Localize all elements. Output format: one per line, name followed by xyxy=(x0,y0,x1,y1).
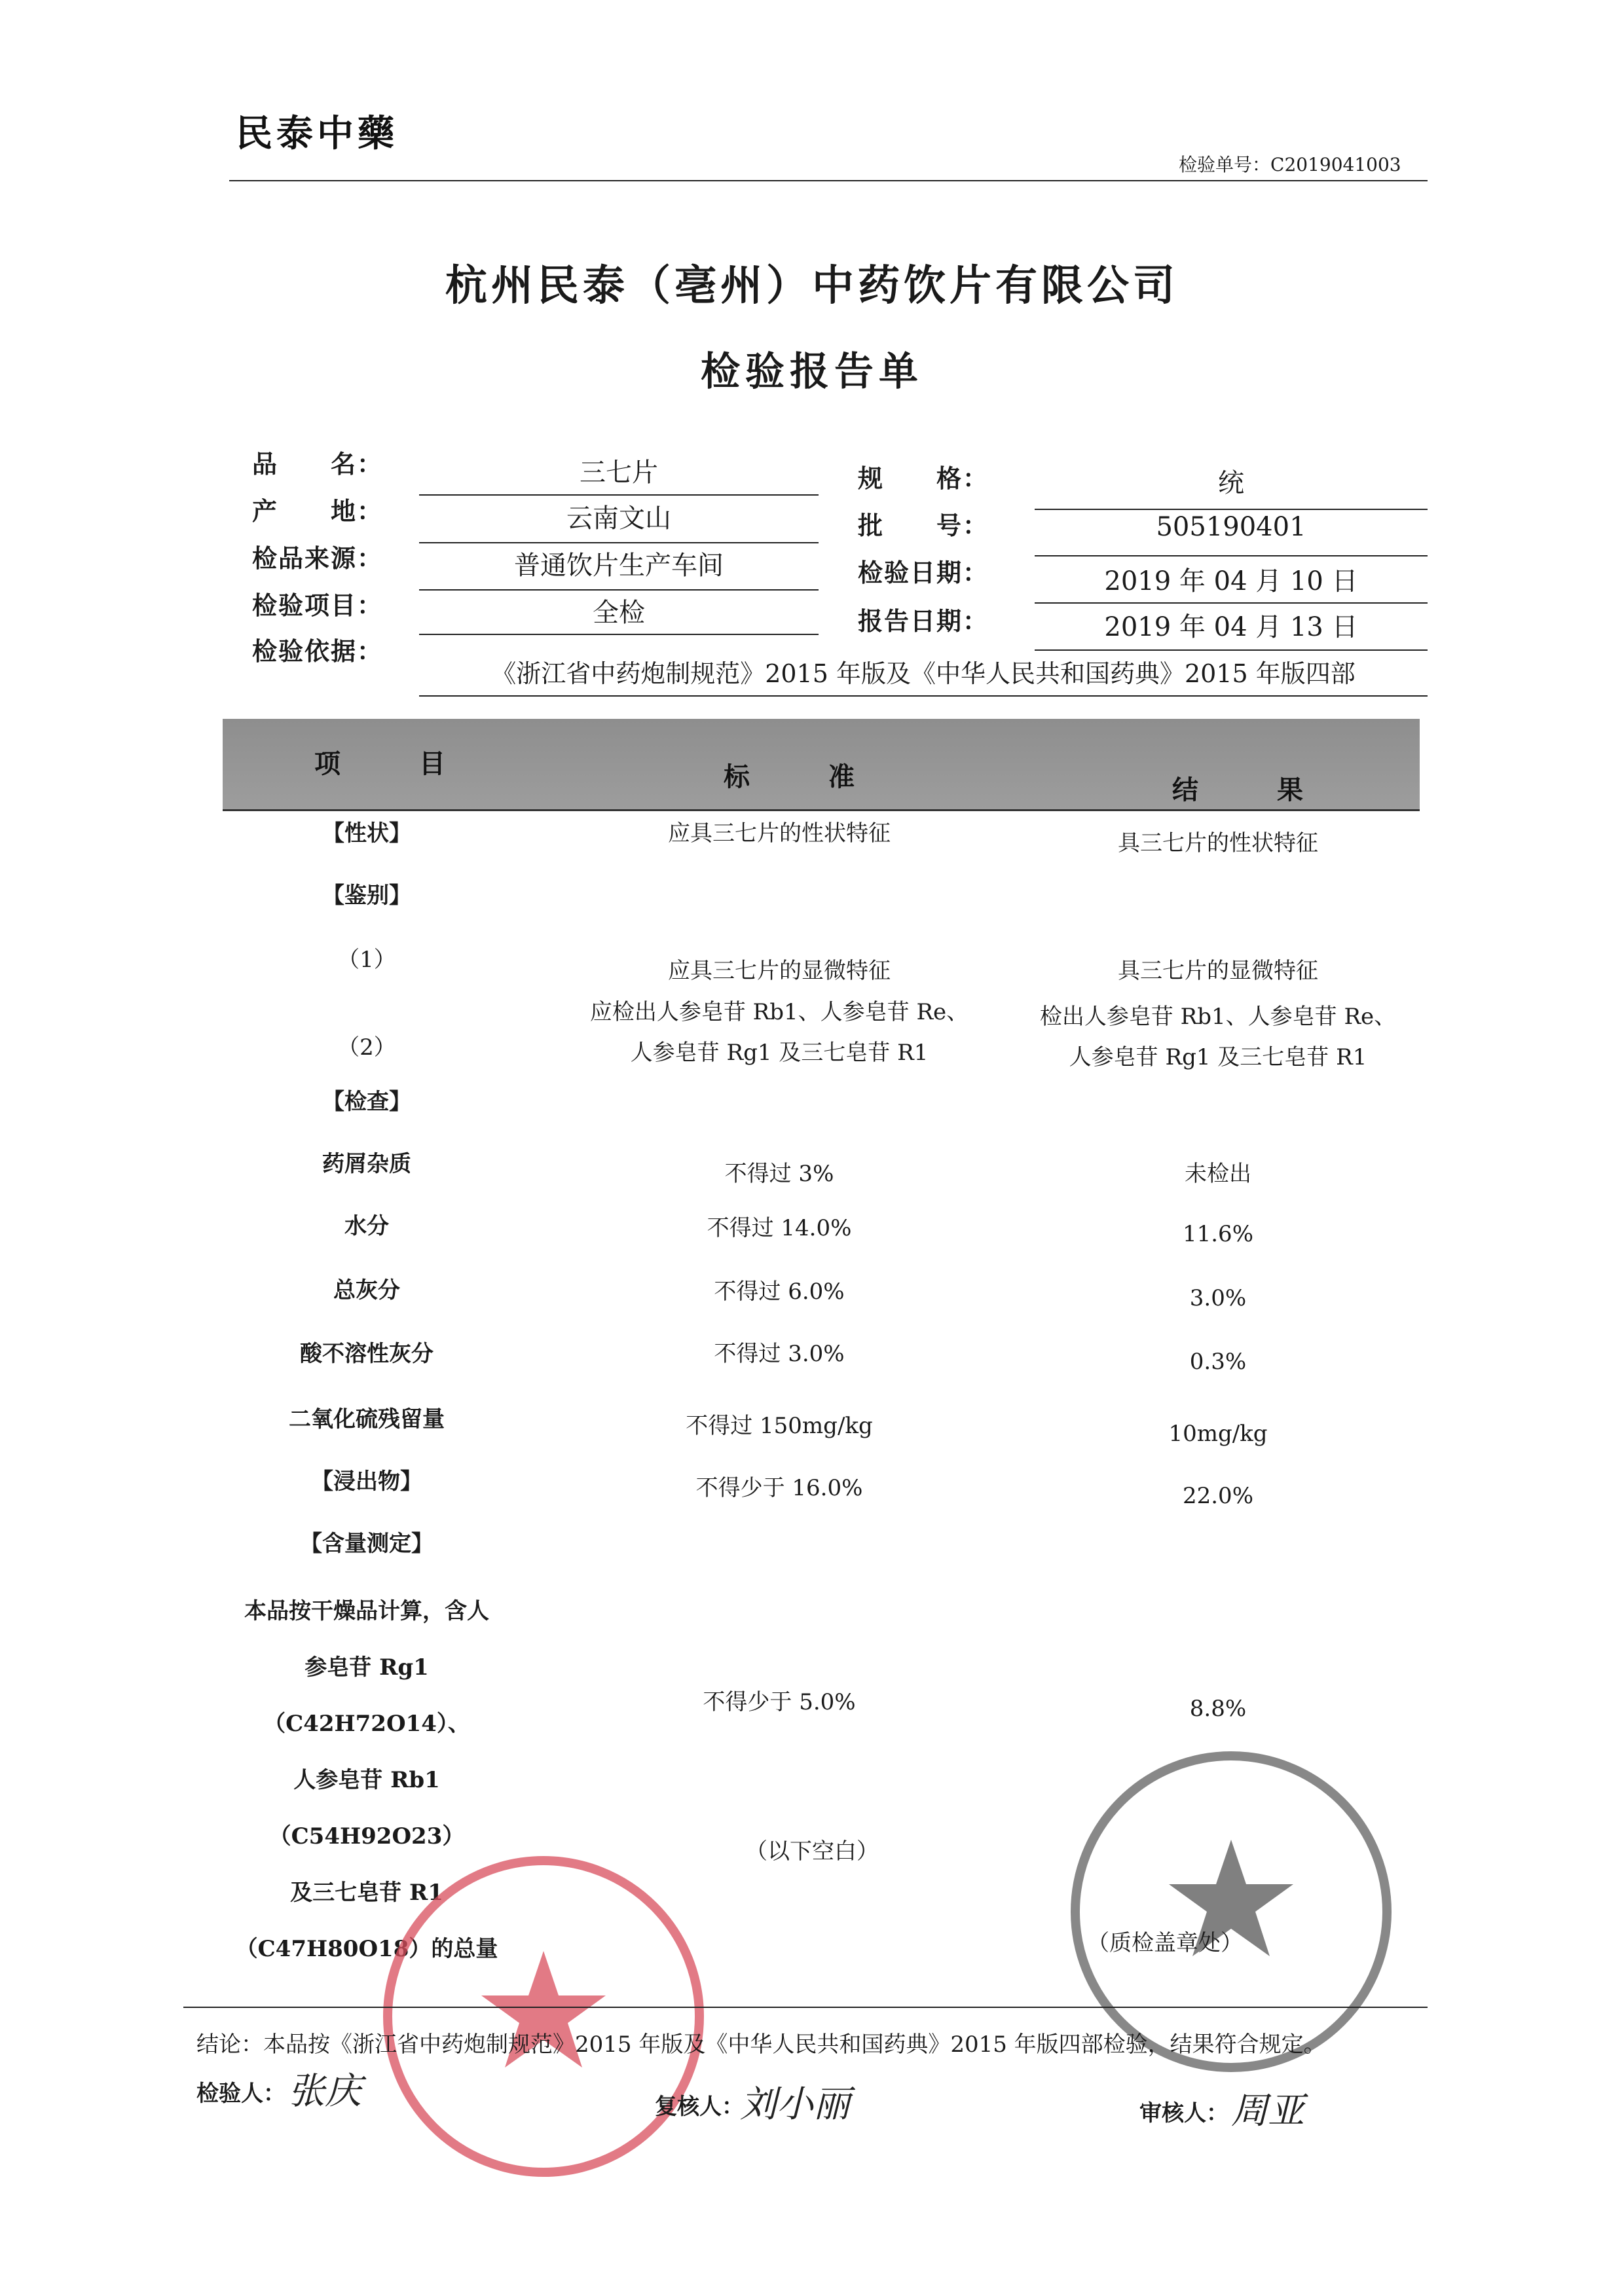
identify-label: 【鉴别】 xyxy=(322,883,411,909)
report-number xyxy=(1179,151,1401,177)
origin-label: 产 地： xyxy=(252,496,384,526)
origin-underline xyxy=(419,542,819,543)
assay-desc-line1: 本品按干燥品计算，含人 xyxy=(244,1598,489,1624)
document-title: 检验报告单 xyxy=(701,349,923,395)
batch-value: 505190401 xyxy=(1156,512,1306,542)
debris-result: 未检出 xyxy=(1185,1161,1251,1187)
spec-value: 统 xyxy=(1218,468,1244,498)
assay-label: 【含量测定】 xyxy=(300,1531,434,1557)
id2-standard xyxy=(530,992,1028,1073)
character-standard: 应具三七片的性状特征 xyxy=(668,820,891,847)
character-label: 【性状】 xyxy=(322,820,411,847)
footer-rule xyxy=(183,2007,1428,2008)
spec-label: 规 格： xyxy=(858,464,989,493)
item-underline xyxy=(419,634,819,635)
assay-desc-line2: 参皂苷 Rg1（C42H72O14）、 xyxy=(263,1654,470,1737)
so2-result: 10mg/kg xyxy=(1168,1421,1268,1447)
debris-label: 药屑杂质 xyxy=(322,1151,411,1177)
extract-result: 22.0% xyxy=(1182,1483,1253,1509)
product-name-label: 品 名： xyxy=(252,449,384,479)
test-date-label: 检验日期： xyxy=(858,558,989,587)
extract-standard: 不得少于 16.0% xyxy=(695,1475,863,1501)
so2-standard: 不得过 150mg/kg xyxy=(686,1413,873,1439)
ash-standard: 不得过 6.0% xyxy=(714,1279,845,1305)
water-label: 水分 xyxy=(344,1213,389,1239)
id2-result-line2: 人参皂苷 Rg1 及三七皂苷 R1 xyxy=(1069,1044,1367,1070)
acid-ash-label: 酸不溶性灰分 xyxy=(300,1341,434,1367)
id2-result-line1: 检出人参皂苷 Rb1、人参皂苷 Re、 xyxy=(1039,1004,1397,1030)
source-label: 检品来源： xyxy=(252,543,384,573)
report-number-value: C2019041003 xyxy=(1270,154,1401,175)
basis-label: 检验依据： xyxy=(252,636,384,666)
spec-underline xyxy=(1035,509,1428,510)
item-label: 检验项目： xyxy=(252,591,384,620)
debris-standard: 不得过 3% xyxy=(724,1161,834,1187)
header-rule xyxy=(229,180,1428,181)
assay-desc-line5: （C47H80O18）的总量 xyxy=(235,1936,498,1962)
origin-value: 云南文山 xyxy=(566,503,671,534)
id1-label: （1） xyxy=(337,947,396,973)
report-date-label: 报告日期： xyxy=(858,606,989,636)
report-date-underline xyxy=(1035,649,1428,651)
assay-desc-line4: 及三七皂苷 R1 xyxy=(290,1880,443,1906)
item-value: 全检 xyxy=(593,598,645,628)
approver-signature: 周亚 xyxy=(1231,2090,1304,2132)
batch-underline xyxy=(1035,555,1428,556)
assay-standard: 不得少于 5.0% xyxy=(703,1689,856,1715)
report-number-label: 检验单号： xyxy=(1179,154,1271,175)
red-quality-stamp xyxy=(373,1846,714,2187)
id2-standard-line1: 应检出人参皂苷 Rb1、人参皂苷 Re、 xyxy=(589,999,969,1025)
character-result: 具三七片的性状特征 xyxy=(1118,830,1318,856)
assay-desc-line3: 人参皂苷 Rb1（C54H92O23） xyxy=(268,1767,465,1850)
inspector-signature: 张庆 xyxy=(288,2070,361,2113)
id2-label: （2） xyxy=(337,1034,396,1061)
reviewer-signature: 刘小丽 xyxy=(740,2083,850,2126)
extract-label: 【浸出物】 xyxy=(311,1468,422,1495)
test-date-value: 2019 年 04 月 10 日 xyxy=(1104,566,1358,596)
reviewer-label: 复核人： xyxy=(655,2094,744,2120)
batch-label: 批 号： xyxy=(858,511,989,540)
inspector-label: 检验人： xyxy=(196,2081,286,2107)
approver-label: 审核人： xyxy=(1139,2100,1228,2126)
blank-note: （以下空白） xyxy=(745,1838,879,1865)
col-header-result: 结 果 xyxy=(1172,774,1329,805)
basis-underline xyxy=(419,695,1428,697)
water-standard: 不得过 14.0% xyxy=(707,1215,852,1241)
check-label: 【检查】 xyxy=(322,1089,411,1115)
product-name-underline xyxy=(419,494,819,496)
col-header-item: 项 目 xyxy=(314,748,471,779)
col-header-standard: 标 准 xyxy=(724,761,881,792)
so2-label: 二氧化硫残留量 xyxy=(289,1406,445,1432)
id1-result: 具三七片的显微特征 xyxy=(1118,958,1318,984)
id2-standard-line2: 人参皂苷 Rg1 及三七皂苷 R1 xyxy=(630,1040,929,1066)
id1-standard: 应具三七片的显微特征 xyxy=(668,958,891,984)
source-underline xyxy=(419,589,819,591)
company-title: 杭州民泰（亳州）中药饮片有限公司 xyxy=(445,261,1179,310)
company-logo: 民泰中藥 xyxy=(236,112,398,155)
id2-result xyxy=(1008,996,1428,1078)
source-value: 普通饮片生产车间 xyxy=(514,551,724,581)
test-date-underline xyxy=(1035,602,1428,604)
assay-result: 8.8% xyxy=(1189,1696,1247,1722)
acid-ash-result: 0.3% xyxy=(1189,1349,1247,1375)
acid-ash-standard: 不得过 3.0% xyxy=(714,1341,845,1367)
report-date-value: 2019 年 04 月 13 日 xyxy=(1104,612,1358,642)
water-result: 11.6% xyxy=(1182,1221,1253,1247)
ash-result: 3.0% xyxy=(1189,1285,1247,1311)
ash-label: 总灰分 xyxy=(333,1277,400,1303)
stamp-area-note: （质检盖章处） xyxy=(1087,1930,1243,1956)
basis-value: 《浙江省中药炮制规范》2015 年版及《中华人民共和国药典》2015 年版四部 xyxy=(491,659,1356,688)
conclusion-text: 结论：本品按《浙江省中药炮制规范》2015 年版及《中华人民共和国药典》2015 年版四部检验，结果符合规定。 xyxy=(196,2032,1326,2058)
product-name-value: 三七片 xyxy=(580,458,658,488)
